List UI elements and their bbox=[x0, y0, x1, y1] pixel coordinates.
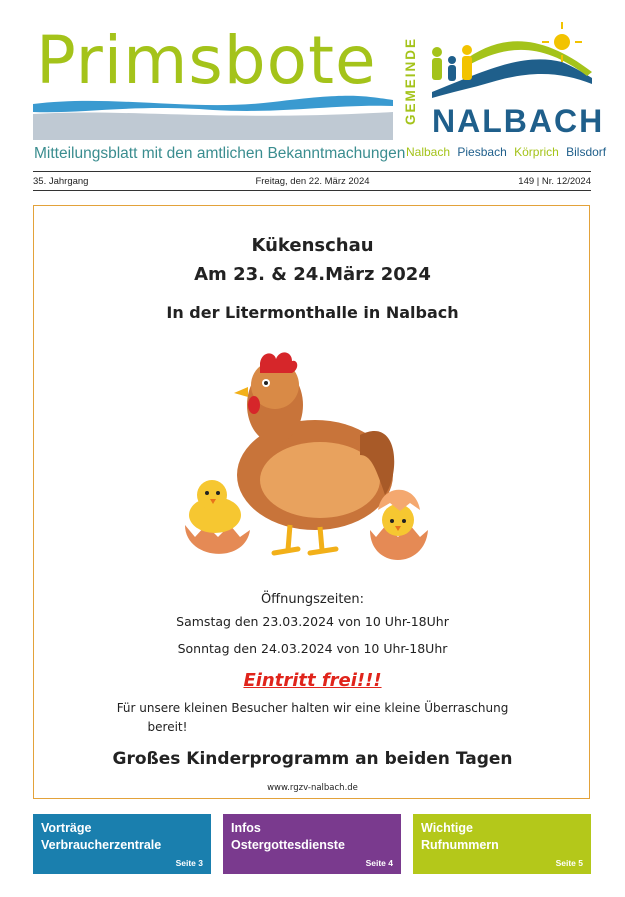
municipality-logo-graphic bbox=[422, 22, 592, 104]
teaser-verbraucherzentrale[interactable] bbox=[33, 814, 211, 874]
beak-icon bbox=[234, 387, 248, 397]
kids-program: Großes Kinderprogramm an beiden Tagen bbox=[112, 749, 513, 769]
family-icon bbox=[432, 45, 472, 81]
club-website: www.rgzv-nalbach.de bbox=[267, 783, 358, 793]
issue-date: Freitag, den 22. März 2024 bbox=[255, 176, 370, 187]
village-bilsdorf: Bilsdorf bbox=[566, 145, 607, 159]
village-koerprich: Körprich bbox=[514, 145, 559, 159]
admission-free: Eintritt frei!!! bbox=[243, 670, 382, 691]
sun-icon bbox=[542, 22, 582, 62]
village-nalbach: Nalbach bbox=[406, 145, 451, 159]
comb-icon bbox=[260, 352, 297, 373]
teaser-rufnummern[interactable] bbox=[413, 814, 591, 874]
teaser-title-line2: Ostergottesdienste bbox=[231, 838, 345, 852]
teaser-page: Seite 5 bbox=[555, 858, 583, 868]
issue-volume: 35. Jahrgang bbox=[33, 176, 89, 187]
teaser-page: Seite 4 bbox=[365, 858, 393, 868]
rule-bottom bbox=[33, 190, 591, 191]
teaser-ostergottesdienste[interactable] bbox=[223, 814, 401, 874]
issue-number: 149 | Nr. 12/2024 bbox=[518, 176, 591, 187]
teaser-title-line1: Infos bbox=[231, 821, 261, 835]
poster-venue: In der Litermonthalle in Nalbach bbox=[166, 303, 459, 322]
opening-hours-title: Öffnungszeiten: bbox=[260, 592, 365, 607]
newspaper-title: Primsbote bbox=[36, 22, 377, 99]
teaser-title-line2: Rufnummern bbox=[421, 838, 499, 852]
teaser-page: Seite 3 bbox=[175, 858, 203, 868]
teaser-title-line2: Verbraucherzentrale bbox=[41, 838, 162, 852]
opening-hours-sunday: Sonntag den 24.03.2024 von 10 Uhr-18Uhr bbox=[177, 641, 448, 656]
opening-hours-saturday: Samstag den 23.03.2024 von 10 Uhr-18Uhr bbox=[176, 614, 449, 629]
hen-with-chicks-illustration bbox=[170, 345, 440, 575]
municipality-name: NALBACH bbox=[432, 103, 605, 139]
poster-title: Kükenschau bbox=[251, 235, 374, 256]
surprise-note-line2: bereit! bbox=[147, 720, 188, 734]
rule-top bbox=[33, 171, 591, 172]
wave-logo-graphic bbox=[33, 92, 393, 142]
poster-dates: Am 23. & 24.März 2024 bbox=[194, 264, 431, 285]
village-list bbox=[406, 145, 610, 159]
gemeinde-label: GEMEINDE bbox=[403, 37, 418, 126]
chick-left-icon bbox=[185, 480, 250, 554]
newspaper-subtitle: Mitteilungsblatt mit den amtlichen Bekanntmachungen bbox=[34, 145, 406, 162]
teaser-title-line1: Vorträge bbox=[41, 821, 92, 835]
teaser-title-line1: Wichtige bbox=[421, 821, 473, 835]
surprise-note-line1: Für unsere kleinen Besucher halten wir eine kleine Überraschung bbox=[116, 701, 509, 715]
village-piesbach: Piesbach bbox=[457, 145, 507, 159]
